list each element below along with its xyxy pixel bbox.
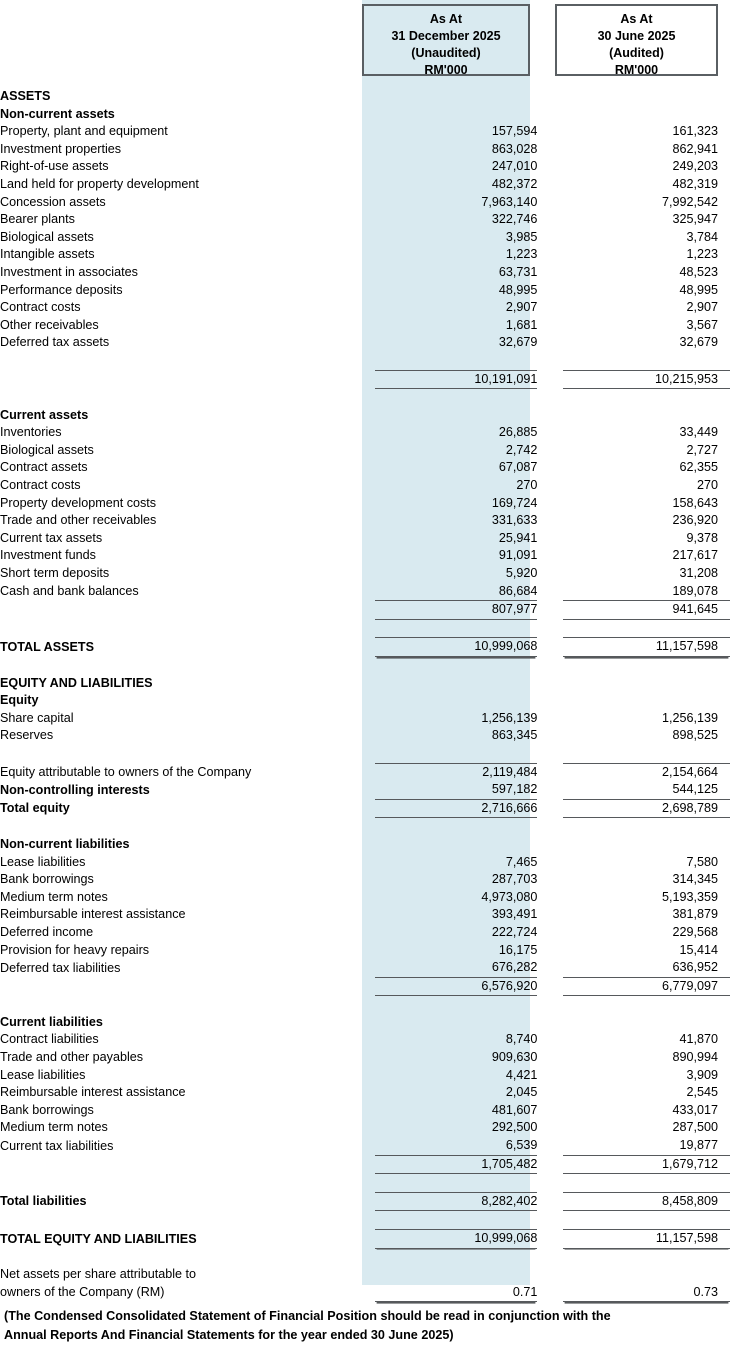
- row-value-prior: 236,920: [672, 513, 718, 528]
- table-row: [0, 942, 730, 960]
- table-row: [0, 424, 730, 442]
- subtotal-row-equity-attributable: [0, 763, 730, 781]
- table-row: [0, 459, 730, 477]
- header-col1-line4: RM'000: [424, 63, 468, 77]
- row-label: Reimbursable interest assistance: [0, 1085, 186, 1100]
- row-value-prior: 314,345: [672, 872, 718, 887]
- table-row: [0, 477, 730, 495]
- row-value-prior: 544,125: [563, 781, 730, 799]
- row-value-prior: 2,698,789: [563, 799, 730, 818]
- table-row: [0, 1102, 730, 1120]
- row-value-current: 1,681: [505, 317, 538, 332]
- header-col1-line1: As At: [429, 12, 463, 26]
- row-value-current: 393,491: [491, 907, 538, 922]
- row-label: Property development costs: [0, 495, 157, 510]
- row-value-prior: 158,643: [672, 495, 718, 510]
- row-value-prior: 325,947: [672, 212, 718, 227]
- row-label: Short term deposits: [0, 566, 110, 581]
- row-value-prior: 7,992,542: [661, 194, 718, 209]
- table-row: [0, 1137, 730, 1155]
- footer-note: [4, 1307, 726, 1345]
- row-value-prior: 31,208: [679, 566, 718, 581]
- table-row: [0, 495, 730, 513]
- row-value-prior: 161,323: [672, 124, 718, 139]
- row-value-prior: 862,941: [672, 141, 718, 156]
- column-header-current-period: [362, 4, 530, 76]
- row-value-prior: 1,679,712: [563, 1155, 730, 1174]
- row-value-prior: 6,779,097: [563, 977, 730, 996]
- row-value-current: 86,684: [375, 583, 537, 601]
- row-value-prior: 2,154,664: [563, 763, 730, 781]
- row-value-prior: 482,319: [672, 176, 718, 191]
- table-row: [0, 194, 730, 212]
- row-label: Contract liabilities: [0, 1032, 99, 1047]
- row-label: Biological assets: [0, 229, 94, 244]
- row-label: Lease liabilities: [0, 854, 86, 869]
- table-row: [0, 871, 730, 889]
- section-heading-equity-and-liabilities: [0, 675, 730, 693]
- table-row: [0, 727, 730, 745]
- subtotal-row-current-liabilities: [0, 1155, 730, 1174]
- row-value-current: 863,345: [491, 728, 538, 743]
- row-label: Deferred tax liabilities: [0, 960, 121, 975]
- row-value-prior: 7,580: [686, 854, 718, 869]
- row-label: TOTAL EQUITY AND LIABILITIES: [0, 1231, 197, 1246]
- spacer: [0, 352, 730, 370]
- row-value-current: 7,963,140: [481, 194, 538, 209]
- row-value-prior: 5,193,359: [661, 889, 718, 904]
- row-value-current: 863,028: [491, 141, 538, 156]
- row-value-prior: 48,995: [679, 282, 718, 297]
- row-label: [0, 1155, 367, 1174]
- row-value-prior: 19,877: [563, 1137, 730, 1155]
- row-label: Trade and other payables: [0, 1050, 144, 1065]
- row-label: Provision for heavy repairs: [0, 942, 150, 957]
- row-label: Non-controlling interests: [0, 782, 150, 797]
- row-value-current: 6,576,920: [375, 977, 537, 996]
- row-label: Concession assets: [0, 194, 106, 209]
- row-value-prior: 33,449: [679, 425, 718, 440]
- row-label: Biological assets: [0, 442, 94, 457]
- row-label: Investment funds: [0, 548, 96, 563]
- row-value-current: 4,973,080: [481, 889, 538, 904]
- row-value-current: 2,119,484: [375, 763, 537, 781]
- current-liabilities-title: Current liabilities: [0, 1014, 103, 1029]
- footer-note-line2: Annual Reports And Financial Statements for the year ended 30 June 2025): [4, 1328, 454, 1342]
- table-row: [0, 1049, 730, 1067]
- non-current-assets-title: Non-current assets: [0, 106, 115, 121]
- row-value-prior: 0.73: [563, 1284, 730, 1302]
- assets-title: ASSETS: [0, 89, 51, 103]
- section-heading-current-assets: [0, 407, 730, 425]
- row-label: Inventories: [0, 425, 62, 440]
- row-label: [0, 977, 367, 996]
- table-row: [0, 906, 730, 924]
- section-heading-equity: [0, 692, 730, 710]
- table-row: [0, 959, 730, 977]
- row-label: Medium term notes: [0, 889, 108, 904]
- row-value-prior: 1,256,139: [661, 710, 718, 725]
- row-value-current: 10,191,091: [375, 370, 537, 389]
- row-label: Equity attributable to owners of the Company: [0, 764, 252, 779]
- row-label: Share capital: [0, 710, 74, 725]
- row-value-current: 10,999,068: [375, 638, 537, 657]
- row-value-current: 322,746: [491, 212, 538, 227]
- row-value-prior: 32,679: [679, 335, 718, 350]
- row-value-current: 482,372: [491, 176, 538, 191]
- row-value-prior: 41,870: [679, 1032, 718, 1047]
- row-value-current: 5,920: [505, 566, 538, 581]
- table-row: [0, 211, 730, 229]
- row-value-current: 2,045: [505, 1085, 538, 1100]
- row-value-prior: 2,727: [686, 442, 718, 457]
- net-assets-per-share-line2: [0, 1284, 730, 1302]
- row-value-current: 63,731: [498, 264, 538, 279]
- non-current-liabilities-title: Non-current liabilities: [0, 836, 130, 851]
- row-label: Property, plant and equipment: [0, 124, 168, 139]
- spacer: [0, 1211, 730, 1230]
- row-value-current: 597,182: [375, 781, 537, 799]
- spacer: [0, 996, 730, 1014]
- row-value-current: 247,010: [491, 159, 538, 174]
- table-row: [0, 282, 730, 300]
- row-value-current: 222,724: [491, 924, 538, 939]
- total-row-total-assets: [0, 638, 730, 657]
- row-value-prior: 433,017: [672, 1102, 718, 1117]
- row-value-prior: 189,078: [563, 583, 730, 601]
- table-row: [0, 158, 730, 176]
- row-value-prior: 1,223: [686, 247, 718, 262]
- row-value-current: 331,633: [491, 513, 538, 528]
- section-heading-non-current-liabilities: [0, 836, 730, 854]
- row-value-prior: 249,203: [672, 159, 718, 174]
- section-heading-current-liabilities: [0, 1014, 730, 1032]
- table-row: [0, 924, 730, 942]
- row-value-current: 2,742: [505, 442, 538, 457]
- table-row: [0, 889, 730, 907]
- row-value-current: 67,087: [498, 460, 538, 475]
- total-row-total-liabilities: [0, 1192, 730, 1211]
- row-value-prior: 287,500: [672, 1120, 718, 1135]
- row-value-current: 25,941: [498, 530, 538, 545]
- row-value-current: 4,421: [505, 1067, 538, 1082]
- row-label: Investment properties: [0, 141, 122, 156]
- row-value-prior: 636,952: [563, 959, 730, 977]
- table-row: [0, 530, 730, 548]
- row-value-current: 676,282: [375, 959, 537, 977]
- row-label: Total liabilities: [0, 1194, 87, 1209]
- row-label: [0, 601, 367, 620]
- table-row: [0, 442, 730, 460]
- row-label: Trade and other receivables: [0, 513, 157, 528]
- table-row: [0, 176, 730, 194]
- total-row-total-equity: [0, 799, 730, 818]
- row-label: Contract costs: [0, 478, 81, 493]
- row-label: Intangible assets: [0, 247, 95, 262]
- row-label: Total equity: [0, 801, 70, 816]
- row-value-current: 909,630: [491, 1050, 538, 1065]
- row-value-current: 3,985: [505, 229, 538, 244]
- row-value-prior: 381,879: [672, 907, 718, 922]
- section-heading-assets: [0, 88, 730, 106]
- row-label: Deferred tax assets: [0, 335, 110, 350]
- row-value-prior: 3,909: [686, 1067, 718, 1082]
- table-row: [0, 565, 730, 583]
- row-value-current: 6,539: [375, 1137, 537, 1155]
- row-value-current: 26,885: [498, 425, 538, 440]
- subtotal-row-non-current-liabilities: [0, 977, 730, 996]
- row-value-prior: 11,157,598: [563, 1230, 730, 1249]
- row-label: Reimbursable interest assistance: [0, 907, 186, 922]
- row-value-prior: 48,523: [679, 264, 718, 279]
- row-value-prior: 3,784: [686, 229, 718, 244]
- table-row: [0, 299, 730, 317]
- row-value-current: 287,703: [491, 872, 538, 887]
- row-value-current: 157,594: [491, 124, 538, 139]
- row-label: TOTAL ASSETS: [0, 639, 94, 654]
- row-label: Cash and bank balances: [0, 584, 139, 599]
- subtotal-row-current-assets: [0, 601, 730, 620]
- row-value-current: 2,716,666: [375, 799, 537, 818]
- row-value-prior: 941,645: [563, 601, 730, 620]
- total-row-total-equity-and-liabilities: [0, 1230, 730, 1249]
- row-value-current: 807,977: [375, 601, 537, 620]
- row-label: Performance deposits: [0, 282, 123, 297]
- table-row: [0, 246, 730, 264]
- section-heading-non-current-assets: [0, 106, 730, 124]
- row-value-prior: 9,378: [686, 530, 718, 545]
- row-value-current: 8,282,402: [375, 1192, 537, 1211]
- row-label: Medium term notes: [0, 1120, 108, 1135]
- table-row: [0, 317, 730, 335]
- row-label-line2: owners of the Company (RM): [0, 1285, 165, 1300]
- row-value-current: 1,705,482: [375, 1155, 537, 1174]
- row-label: Current tax assets: [0, 530, 103, 545]
- column-header-prior-period: [555, 4, 718, 76]
- header-col2-line1: As At: [620, 12, 653, 26]
- row-label: Deferred income: [0, 924, 94, 939]
- table-row: [0, 1119, 730, 1137]
- row-value-current: 1,256,139: [481, 710, 538, 725]
- row-label: Investment in associates: [0, 264, 138, 279]
- table-row: [0, 141, 730, 159]
- row-label: Contract costs: [0, 300, 81, 315]
- row-label: Lease liabilities: [0, 1067, 86, 1082]
- footer-note-line1: (The Condensed Consolidated Statement of Financial Position should be read in conjunction with the: [4, 1309, 611, 1323]
- row-value-prior: 217,617: [672, 548, 718, 563]
- table-row: [0, 854, 730, 872]
- row-label: Bank borrowings: [0, 872, 94, 887]
- row-value-prior: 11,157,598: [563, 638, 730, 657]
- table-row: [0, 1084, 730, 1102]
- row-value-prior: 15,414: [679, 942, 718, 957]
- row-value-current: 292,500: [491, 1120, 538, 1135]
- table-row: [0, 710, 730, 728]
- row-value-prior: 229,568: [672, 924, 718, 939]
- table-row: [0, 123, 730, 141]
- row-value-current: 91,091: [498, 548, 538, 563]
- header-col1-line2: 31 December 2025: [391, 29, 501, 43]
- row-value-current: 16,175: [498, 942, 538, 957]
- row-value-prior: 10,215,953: [563, 370, 730, 389]
- row-value-current: 1,223: [505, 247, 538, 262]
- table-row: [0, 1067, 730, 1085]
- row-label: Current tax liabilities: [0, 1138, 114, 1153]
- table-row: [0, 512, 730, 530]
- row-label: Bearer plants: [0, 212, 75, 227]
- row-value-current: 2,907: [505, 300, 538, 315]
- table-row: [0, 1031, 730, 1049]
- table-row: [0, 334, 730, 352]
- header-col2-line2: 30 June 2025: [597, 29, 676, 43]
- table-row: [0, 583, 730, 601]
- row-value-prior: 8,458,809: [563, 1192, 730, 1211]
- spacer: [0, 818, 730, 836]
- row-value-prior: 270: [696, 478, 718, 493]
- row-value-current: 8,740: [505, 1032, 538, 1047]
- row-value-prior: 62,355: [679, 460, 718, 475]
- header-col1-line3: (Unaudited): [411, 46, 481, 60]
- row-label: Reserves: [0, 728, 54, 743]
- spacer: [0, 657, 730, 675]
- subtotal-row-non-current-assets: [0, 370, 730, 389]
- equity-and-liabilities-title: EQUITY AND LIABILITIES: [0, 675, 153, 690]
- net-assets-per-share-line1: [0, 1266, 730, 1284]
- row-value-prior: 898,525: [672, 728, 718, 743]
- spacer: [0, 619, 730, 638]
- row-value-current: 32,679: [498, 335, 538, 350]
- row-label: Right-of-use assets: [0, 159, 109, 174]
- current-assets-title: Current assets: [0, 407, 89, 422]
- row-label: Land held for property development: [0, 176, 199, 191]
- row-value-current: 10,999,068: [375, 1230, 537, 1249]
- spacer: [0, 1174, 730, 1193]
- table-row: [0, 264, 730, 282]
- row-label-line1: Net assets per share attributable to: [0, 1267, 197, 1282]
- row-label: Bank borrowings: [0, 1102, 94, 1117]
- header-col2-line3: (Audited): [609, 46, 664, 60]
- row-value-prior: 2,907: [686, 300, 718, 315]
- equity-title: Equity: [0, 693, 39, 708]
- row-value-prior: 890,994: [672, 1050, 718, 1065]
- row-label: [0, 370, 367, 389]
- spacer: [0, 1248, 730, 1266]
- spacer: [0, 389, 730, 407]
- table-row-non-controlling-interests: [0, 781, 730, 799]
- row-value-current: 481,607: [491, 1102, 538, 1117]
- spacer: [0, 745, 730, 763]
- column-headers: [0, 0, 730, 88]
- row-value-current: 270: [516, 478, 538, 493]
- row-value-current: 169,724: [491, 495, 538, 510]
- row-value-current: 7,465: [505, 854, 538, 869]
- financial-position-table: [0, 88, 730, 1302]
- header-col2-line4: RM'000: [614, 63, 659, 77]
- row-label: Other receivables: [0, 317, 99, 332]
- row-value-current: 0.71: [375, 1284, 537, 1302]
- table-row: [0, 229, 730, 247]
- row-label: Contract assets: [0, 460, 88, 475]
- row-value-current: 48,995: [498, 282, 538, 297]
- row-value-prior: 2,545: [686, 1085, 718, 1100]
- row-value-prior: 3,567: [686, 317, 718, 332]
- table-row: [0, 547, 730, 565]
